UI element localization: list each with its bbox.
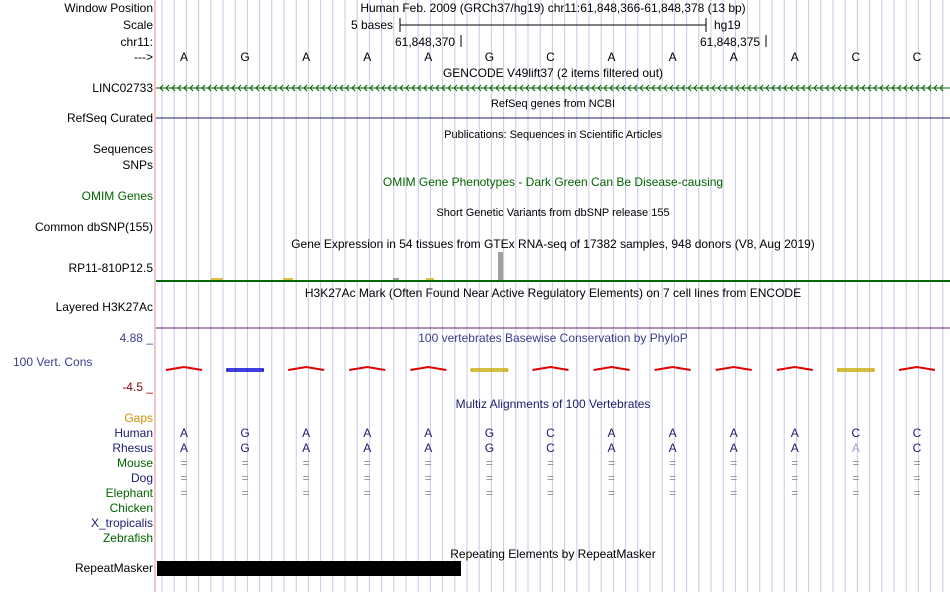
strand-arrow: ---> <box>134 50 153 64</box>
phylop-mark <box>410 367 446 370</box>
rhesus-base: G <box>240 441 250 455</box>
species-human-label[interactable]: Human <box>114 426 153 440</box>
elephant-match-symbol: = <box>546 486 554 500</box>
elephant-match-symbol: = <box>485 486 493 500</box>
refseq-track-title: RefSeq genes from NCBI <box>490 98 616 110</box>
mouse-match-symbol: = <box>546 456 554 470</box>
elephant-match-symbol: = <box>241 486 249 500</box>
bases-base: C <box>851 50 861 64</box>
position-title: Human Feb. 2009 (GRCh37/hg19) chr11:61,848,366-61,848,378 (13 bp) <box>360 1 746 15</box>
dog-match-symbol: = <box>730 471 738 485</box>
mouse-match-symbol: = <box>424 456 432 470</box>
rhesus-base: A <box>851 441 860 455</box>
elephant-match-symbol: = <box>608 486 616 500</box>
scale-bar <box>156 17 950 33</box>
species-elephant-label[interactable]: Elephant <box>105 486 153 500</box>
mouse-match-symbol: = <box>730 456 738 470</box>
mouse-match-symbol: = <box>791 456 799 470</box>
dbsnp-track-title: Short Genetic Variants from dbSNP release 155 <box>436 207 670 219</box>
dog-match-symbol: = <box>241 471 249 485</box>
phylop-track-title: 100 vertebrates Basewise Conservation by PhyloP <box>418 331 688 345</box>
species-zebrafish-label[interactable]: Zebrafish <box>102 531 153 545</box>
elephant-match-symbol: = <box>913 486 921 500</box>
human-base: A <box>302 426 311 440</box>
scale-label: Scale <box>122 18 153 32</box>
sequences-label[interactable]: Sequences <box>92 142 153 156</box>
elephant-match-symbol: = <box>730 486 738 500</box>
rp11-810p12-label[interactable]: RP11-810P12.5 <box>68 261 153 275</box>
rhesus-base: A <box>302 441 311 455</box>
window-position-label: Window Position <box>64 1 153 15</box>
phylop-mark <box>471 369 507 371</box>
vert-cons-label[interactable]: 100 Vert. Cons <box>13 355 93 369</box>
phylop-mark <box>227 369 263 371</box>
rhesus-base: A <box>729 441 738 455</box>
human-base: G <box>240 426 250 440</box>
elephant-match-symbol: = <box>669 486 677 500</box>
rhesus-base: C <box>546 441 555 455</box>
mouse-match-symbol: = <box>363 456 371 470</box>
rhesus-base: C <box>912 441 922 455</box>
scale-assembly: hg19 <box>714 18 741 32</box>
phylop-mark <box>166 367 202 370</box>
multiz-track-title: Multiz Alignments of 100 Vertebrates <box>455 397 651 411</box>
dog-match-symbol: = <box>424 471 432 485</box>
mouse-match-symbol: = <box>669 456 677 470</box>
scale-bases: 5 bases <box>351 18 394 32</box>
species-mouse-label[interactable]: Mouse <box>116 456 153 470</box>
phylop-mark <box>716 367 752 370</box>
phylop-mark <box>594 367 630 370</box>
human-base: A <box>424 426 433 440</box>
gaps-label[interactable]: Gaps <box>124 411 153 425</box>
coord-label-1: 61,848,370 <box>395 35 456 49</box>
rhesus-base: A <box>668 441 677 455</box>
dog-match-symbol: = <box>180 471 188 485</box>
phylop-mark <box>288 367 324 370</box>
omim-track-title: OMIM Gene Phenotypes - Dark Green Can Be Disease-causing <box>382 175 724 189</box>
mouse-match-symbol: = <box>302 456 310 470</box>
mouse-match-symbol: = <box>913 456 921 470</box>
human-base: C <box>546 426 555 440</box>
elephant-match-symbol: = <box>852 486 860 500</box>
dog-match-symbol: = <box>852 471 860 485</box>
gtex-expression-graph[interactable] <box>156 250 950 282</box>
rhesus-base: A <box>790 441 799 455</box>
bases-base: A <box>179 50 188 64</box>
bases-base: A <box>790 50 799 64</box>
mouse-match-symbol: = <box>241 456 249 470</box>
bases-base: A <box>668 50 677 64</box>
dog-match-symbol: = <box>791 471 799 485</box>
gencode-track-title: GENCODE V49lift37 (2 items filtered out) <box>442 66 664 80</box>
coord-label-2: 61,848,375 <box>700 35 761 49</box>
rhesus-base: G <box>484 441 495 455</box>
h3k27ac-track-title: H3K27Ac Mark (Often Found Near Active Regulatory Elements) on 7 cell lines from ENCODE <box>304 286 802 300</box>
phylop-conservation-plot[interactable] <box>156 360 950 380</box>
common-dbsnp-label[interactable]: Common dbSNP(155) <box>34 220 153 234</box>
phylop-mark <box>349 367 385 370</box>
human-base: A <box>790 426 799 440</box>
publications-track-title: Publications: Sequences in Scientific Articles <box>444 129 662 141</box>
species-rhesus-label[interactable]: Rhesus <box>112 441 153 455</box>
bases-base: A <box>424 50 433 64</box>
dog-match-symbol: = <box>913 471 921 485</box>
refseq-gene-line[interactable] <box>156 112 950 124</box>
human-base: A <box>729 426 738 440</box>
dog-match-symbol: = <box>302 471 310 485</box>
mouse-match-symbol: = <box>180 456 188 470</box>
rhesus-base: A <box>424 441 433 455</box>
snps-label[interactable]: SNPs <box>122 158 153 172</box>
phylop-mark <box>532 367 568 370</box>
dog-match-symbol: = <box>608 471 616 485</box>
human-base: A <box>179 426 188 440</box>
phylop-mark <box>655 367 691 370</box>
bases-base: C <box>912 50 922 64</box>
mouse-match-symbol: = <box>608 456 616 470</box>
phylop-mark <box>838 369 874 371</box>
human-base: C <box>912 426 922 440</box>
gene-label-linc02733[interactable]: LINC02733 <box>92 81 153 95</box>
species-x-tropicalis-label[interactable]: X_tropicalis <box>90 516 153 530</box>
phylop-max-label: 4.88 _ <box>119 331 153 345</box>
rhesus-base: A <box>607 441 616 455</box>
dog-match-symbol: = <box>485 471 493 485</box>
linc02733-gene-feature[interactable] <box>156 82 950 94</box>
mouse-match-symbol: = <box>852 456 860 470</box>
bases-base: A <box>363 50 372 64</box>
layered-h3k27ac-label[interactable]: Layered H3K27Ac <box>55 300 153 314</box>
bases-base: A <box>729 50 738 64</box>
repeatmasker-track-title: Repeating Elements by RepeatMasker <box>450 547 656 561</box>
elephant-match-symbol: = <box>363 486 371 500</box>
human-base: A <box>607 426 616 440</box>
coord-ticks <box>156 34 950 48</box>
rhesus-base: A <box>363 441 372 455</box>
human-base: C <box>851 426 861 440</box>
elephant-match-symbol: = <box>791 486 799 500</box>
refseq-curated-label[interactable]: RefSeq Curated <box>66 111 153 125</box>
gtex-track-title: Gene Expression in 54 tissues from GTEx RNA-seq of 17382 samples, 948 donors (V8, Aug 2019) <box>291 237 815 251</box>
bases-base: G <box>240 50 250 64</box>
phylop-mark <box>777 367 813 370</box>
elephant-match-symbol: = <box>302 486 310 500</box>
bases-base: G <box>484 50 495 64</box>
bases-base: C <box>546 50 555 64</box>
dog-match-symbol: = <box>546 471 554 485</box>
bases-base: A <box>607 50 616 64</box>
elephant-match-symbol: = <box>180 486 188 500</box>
human-base: A <box>668 426 677 440</box>
species-chicken-label[interactable]: Chicken <box>109 501 153 515</box>
human-base: G <box>484 426 495 440</box>
elephant-match-symbol: = <box>424 486 432 500</box>
rhesus-base: A <box>179 441 188 455</box>
human-base: A <box>363 426 372 440</box>
phylop-min-label: -4.5 _ <box>122 380 153 394</box>
dog-match-symbol: = <box>669 471 677 485</box>
chrom-label: chr11: <box>120 35 153 49</box>
mouse-match-symbol: = <box>485 456 493 470</box>
species-dog-label[interactable]: Dog <box>130 471 153 485</box>
dog-match-symbol: = <box>363 471 371 485</box>
repeatmasker-element[interactable] <box>157 561 461 576</box>
repeatmasker-label[interactable]: RepeatMasker <box>74 561 153 575</box>
bases-base: A <box>302 50 311 64</box>
omim-genes-label[interactable]: OMIM Genes <box>81 189 153 203</box>
phylop-mark <box>899 367 935 370</box>
